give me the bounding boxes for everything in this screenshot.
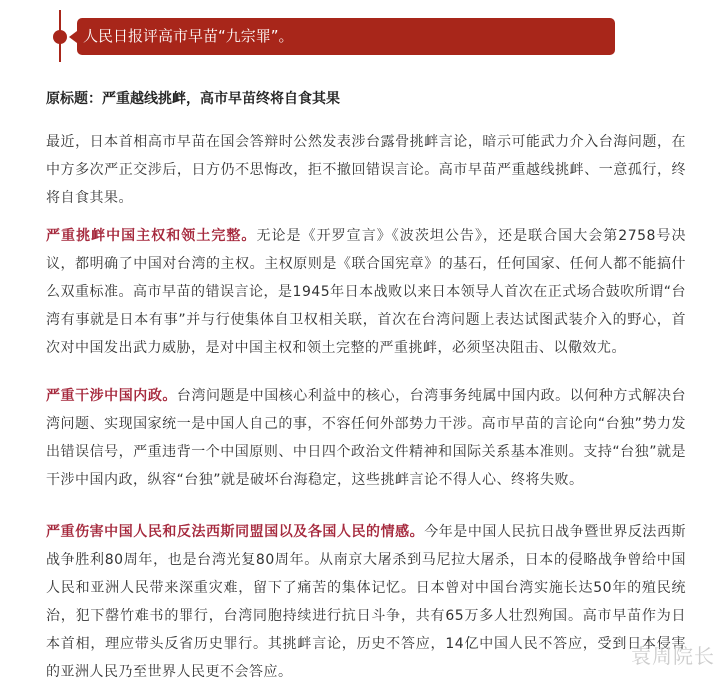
headline-banner: 人民日报评高市早苗“九宗罪”。	[77, 18, 615, 55]
paragraph-intro	[46, 128, 686, 212]
paragraph-lead: 严重伤害中国人民和反法西斯同盟国以及各国人民的情感。	[46, 524, 425, 540]
watermark: 袁周院长	[631, 644, 715, 668]
paragraph-body: 无论是《开罗宣言》《波茨坦公告》，还是联合国大会第2758号决议，都明确了中国对台湾的主权。主权原则是《联合国宪章》的基石，任何国家、任何人都不能搞什么双重标准。高市早苗的错误言论，是1945年日本战败以来日本领导人首次在正式场合鼓吹所谓“台湾有事就是日本有事”并与行使集体自卫权相关联，首次在台湾问题上表达试图武装介入的野心，首次对中国发出武力威胁，是对中国主权和领土完整的严重挑衅，必须坚决阻击、以儆效尤。	[46, 228, 686, 356]
paragraph-lead: 严重挑衅中国主权和领土完整。	[46, 228, 257, 244]
timeline-dot-icon	[53, 30, 67, 44]
paragraph-feelings	[46, 518, 686, 686]
paragraph-interference	[46, 382, 686, 494]
paragraph-body: 台湾问题是中国核心利益中的核心，台湾事务纯属中国内政。以何种方式解决台湾问题、实现国家统一是中国人自己的事，不容任何外部势力干涉。高市早苗的言论向“台独”势力发出错误信号，严重违背一个中国原则、中日四个政治文件精神和国际关系基本准则。支持“台独”就是干涉中国内政，纵容“台独”就是破坏台海稳定，这些挑衅言论不得人心、终将失败。	[46, 388, 687, 488]
original-title: 原标题：严重越线挑衅，高市早苗终将自食其果	[46, 91, 340, 107]
paragraph-lead: 严重干涉中国内政。	[46, 388, 177, 404]
paragraph-body: 今年是中国人民抗日战争暨世界反法西斯战争胜利80周年，也是台湾光复80周年。从南京大屠杀到马尼拉大屠杀，日本的侵略战争曾给中国人民和亚洲人民带来深重灾难，留下了痛苦的集体记忆。日本曾对中国台湾实施长达50年的殖民统治，犯下罄竹难书的罪行，台湾同胞持续进行抗日斗争，共有65万多人壮烈殉国。高市早苗作为日本首相，理应带头反省历史罪行。其挑衅言论，历史不答应，14亿中国人民不答应，受到日本侵害的亚洲人民乃至世界人民更不会答应。	[46, 524, 687, 680]
paragraph-body: 最近，日本首相高市早苗在国会答辩时公然发表涉台露骨挑衅言论，暗示可能武力介入台海问题，在中方多次严正交涉后，日方仍不思悔改，拒不撤回错误言论。高市早苗严重越线挑衅、一意孤行，终将自食其果。	[46, 134, 686, 206]
paragraph-sovereignty	[46, 222, 686, 362]
headline-banner-block	[0, 0, 723, 62]
